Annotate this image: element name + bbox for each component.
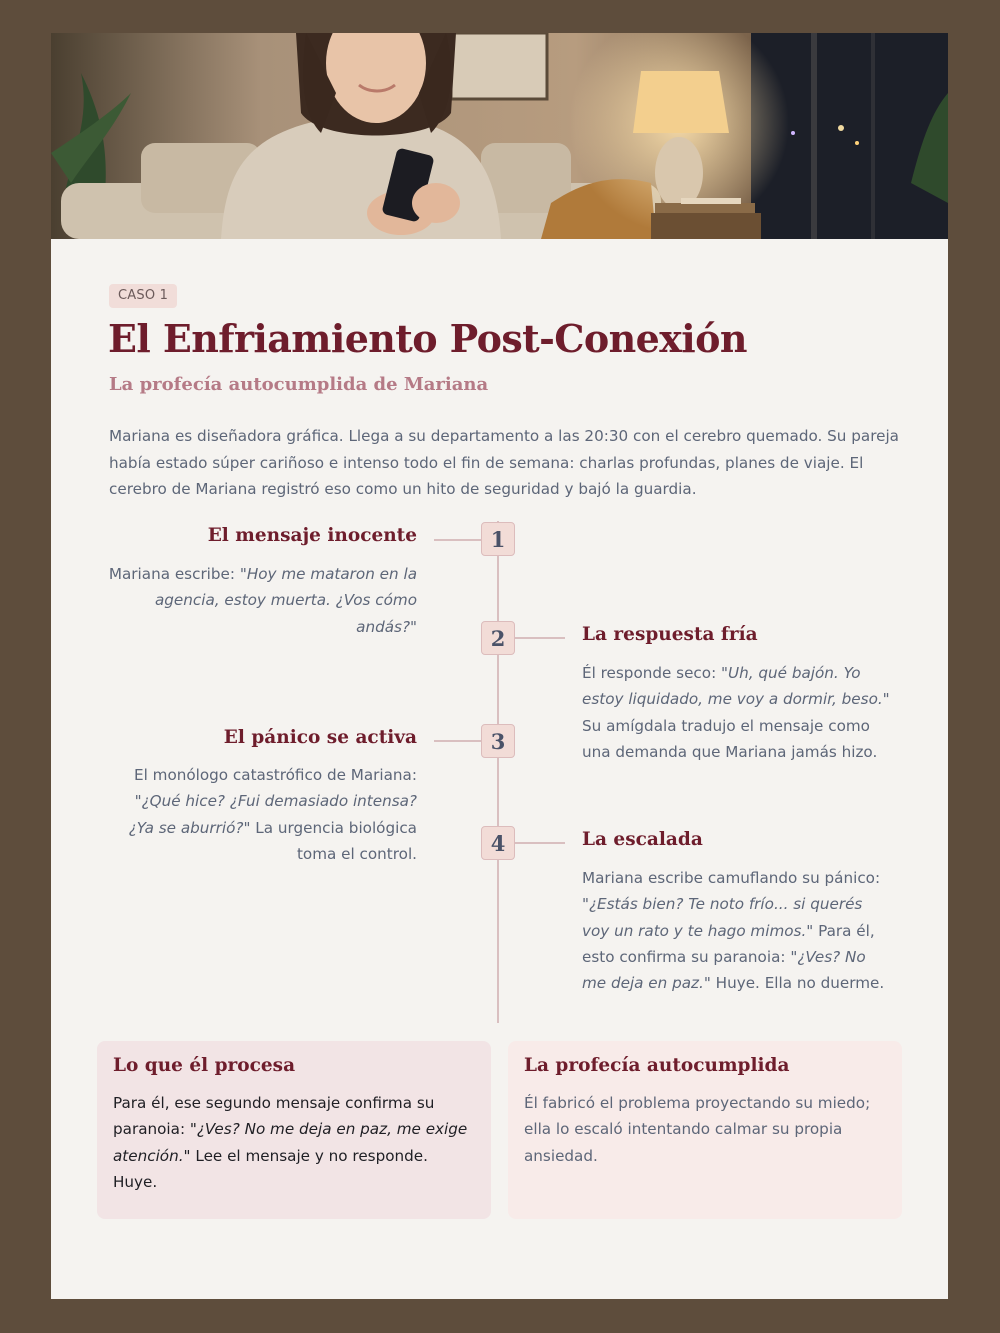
timeline-step-title: El pánico se activa [223, 727, 417, 748]
quote: "¿Qué hice? ¿Fui demasiado intensa? ¿Ya se aburrió?" [128, 792, 417, 837]
woman-texting-illustration [51, 33, 948, 239]
timeline-connector [515, 842, 565, 844]
quote: "Hoy me mataron en la agencia, estoy muerta. ¿Vos cómo andás?" [154, 565, 417, 636]
case-page [51, 33, 948, 1299]
intro-paragraph: Mariana es diseñadora gráfica. Llega a su departamento a las 20:30 con el cerebro quemado. Su pareja había estado súper cariñoso e intenso todo el fin de semana: charlas profundas, planes de viaje. El cerebro de Mariana registró eso como un hito de seguridad y bajó la guardia. [109, 427, 899, 498]
box-body: Para él, ese segundo mensaje confirma su paranoia: "¿Ves? No me deja en paz, me exige atención." Lee el mensaje y no responde. Huye. [113, 1094, 468, 1191]
box-body: Él fabricó el problema proyectando su miedo; ella lo escaló intentando calmar su propia ansiedad. [524, 1094, 871, 1165]
timeline-step-title: El mensaje inocente [207, 525, 417, 546]
timeline-step-number: 1 [481, 522, 515, 556]
timeline-step-number: 2 [481, 621, 515, 655]
quote: "¿Ves? No me deja en paz, me exige atención." [113, 1120, 468, 1165]
timeline-step-body: Él responde seco: "Uh, qué bajón. Yo estoy liquidado, me voy a dormir, beso." Su amígdala tradujo el mensaje como una demanda que Mariana jamás hizo. [582, 664, 890, 761]
timeline-step-title: La respuesta fría [582, 624, 758, 645]
page-title: El Enfriamiento Post-Conexión [108, 316, 747, 361]
case-badge: CASO 1 [109, 284, 177, 308]
timeline-step-body: El monólogo catastrófico de Mariana: "¿Qué hice? ¿Fui demasiado intensa? ¿Ya se aburrió?" La urgencia biológica toma el control. [128, 766, 417, 863]
timeline-step-title: La escalada [582, 829, 703, 850]
box-title: Lo que él procesa [113, 1055, 296, 1076]
timeline-step-body: Mariana escribe: "Hoy me mataron en la agencia, estoy muerta. ¿Vos cómo andás?" [108, 565, 417, 636]
him-processing-box [97, 1041, 491, 1219]
box-title: La profecía autocumplida [524, 1055, 790, 1076]
timeline-step-body: Mariana escribe camuflando su pánico: "¿Estás bien? Te noto frío... si querés voy un rato y te hago mimos." Para él, esto confirma su paranoia: "¿Ves? No me deja en paz." Huye. Ella no duerme. [582, 869, 885, 993]
hero-photo [51, 33, 948, 239]
timeline-step-number: 4 [481, 826, 515, 860]
quote: "¿Estás bien? Te noto frío... si querés voy un rato y te hago mimos." [582, 895, 863, 940]
timeline-axis [497, 521, 499, 1023]
self-fulfilling-prophecy-box [508, 1041, 902, 1219]
timeline-connector [515, 637, 565, 639]
timeline-step-number: 3 [481, 724, 515, 758]
page-subtitle: La profecía autocumplida de Mariana [109, 374, 489, 395]
timeline-connector [434, 539, 481, 541]
quote: "Uh, qué bajón. Yo estoy liquidado, me voy a dormir, beso." [582, 664, 890, 709]
quote: "¿Ves? No me deja en paz." [582, 947, 866, 993]
timeline-connector [434, 740, 481, 742]
